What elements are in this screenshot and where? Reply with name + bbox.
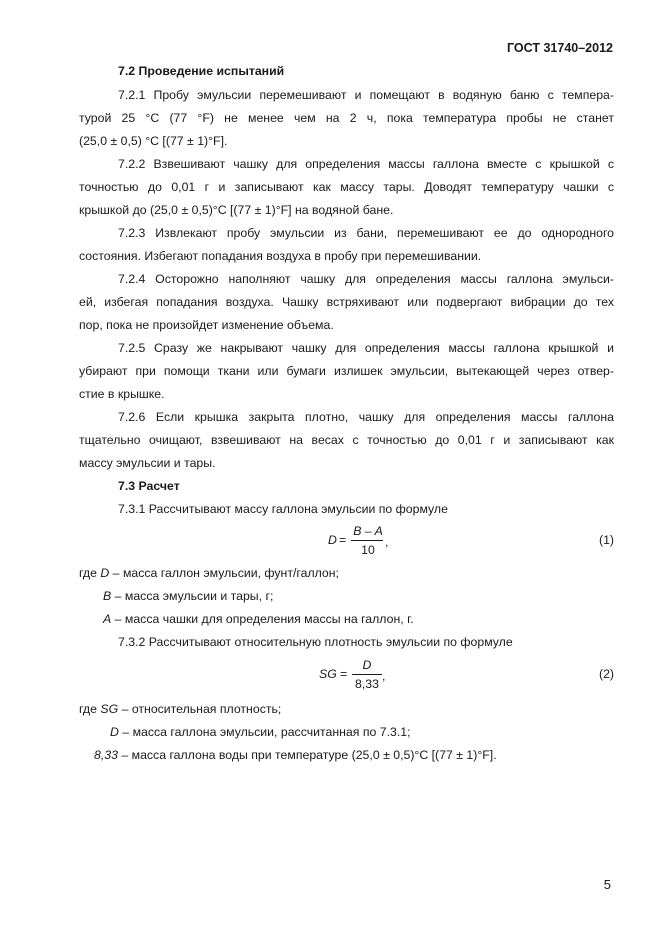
text-line: ей, избегая попадания воздуха. Чашку встряхивают или подвергают вибрации до тех [79,295,614,309]
text-line: тщательно очищают, взвешивают на весах с точностью до 0,01 г и записывают как [79,433,614,447]
where-item: А – масса чашки для определения массы на галлон, г. [103,612,414,626]
formula-comma: , [382,669,386,683]
formula-equals: = [340,667,348,681]
formula-denominator: 8,33 [355,677,379,691]
section-heading: 7.2 Проведение испытаний [118,64,285,78]
formula-lhs: D [328,533,337,547]
section-heading: 7.3 Расчет [118,479,180,493]
fraction-bar [351,540,383,541]
equation-number: (1) [598,533,614,547]
equation-number: (2) [598,667,614,681]
formula-equals: = [339,533,347,547]
formula-numerator: B – A [353,524,383,538]
formula-comma: , [385,535,389,549]
text-line: (25,0 ± 0,5) °С [(77 ± 1)°F]. [79,134,228,148]
text-line: крышкой до (25,0 ± 0,5)°С [(77 ± 1)°F] на водяной бане. [79,203,394,217]
where-item: D – масса галлона эмульсии, рассчитанная по 7.3.1; [110,725,411,739]
page-number: 5 [603,877,611,892]
where-item: где SG – относительная плотность; [79,702,282,716]
where-item: В – масса эмульсии и тары, г; [103,589,274,603]
text-line: пор, пока не произойдет изменение объема. [79,318,334,332]
paragraph-7-3-2: 7.3.2 Рассчитывают относительную плотность эмульсии по формуле [118,635,513,649]
formula-denominator: 10 [361,543,375,557]
text-line: стие в крышке. [79,387,165,401]
text-line: 7.2.3 Извлекают пробу эмульсии из бани, перемешивают ее до однородного [118,226,614,240]
text-line: 7.2.2 Взвешивают чашку для определения массы галлона вместе с крышкой с [118,157,614,171]
formula-numerator: D [362,658,372,672]
fraction-bar [352,674,382,675]
text-line: 7.2.4 Осторожно наполняют чашку для определения массы галлона эмульси- [118,272,614,286]
text-line: 7.2.6 Если крышка закрыта плотно, чашку для определения массы галлона [118,410,614,424]
document-id: ГОСТ 31740–2012 [507,41,613,55]
where-item: где D – масса галлон эмульсии, фунт/галлон; [79,566,339,580]
text-line: точностью до 0,01 г и записывают как массу тары. Доводят температуру чашки с [79,180,614,194]
text-line: 7.2.5 Сразу же накрывают чашку для определения массы галлона крышкой и [118,341,614,355]
where-item: 8,33 – масса галлона воды при температуре (25,0 ± 0,5)°С [(77 ± 1)°F]. [94,748,497,762]
formula-lhs: SG [319,667,337,681]
paragraph-7-3-1: 7.3.1 Рассчитывают массу галлона эмульсии по формуле [118,502,448,516]
text-line: 7.2.1 Пробу эмульсии перемешивают и помещают в водяную баню с темпера- [118,88,614,102]
text-line: убирают при помощи ткани или бумаги излишек эмульсии, вытекающей через отвер- [79,364,614,378]
text-line: турой 25 °С (77 °F) не менее чем на 2 ч, пока температура пробы не станет [79,111,614,125]
text-line: массу эмульсии и тары. [79,456,216,470]
text-line: состояния. Избегают попадания воздуха в пробу при перемешивании. [79,249,482,263]
